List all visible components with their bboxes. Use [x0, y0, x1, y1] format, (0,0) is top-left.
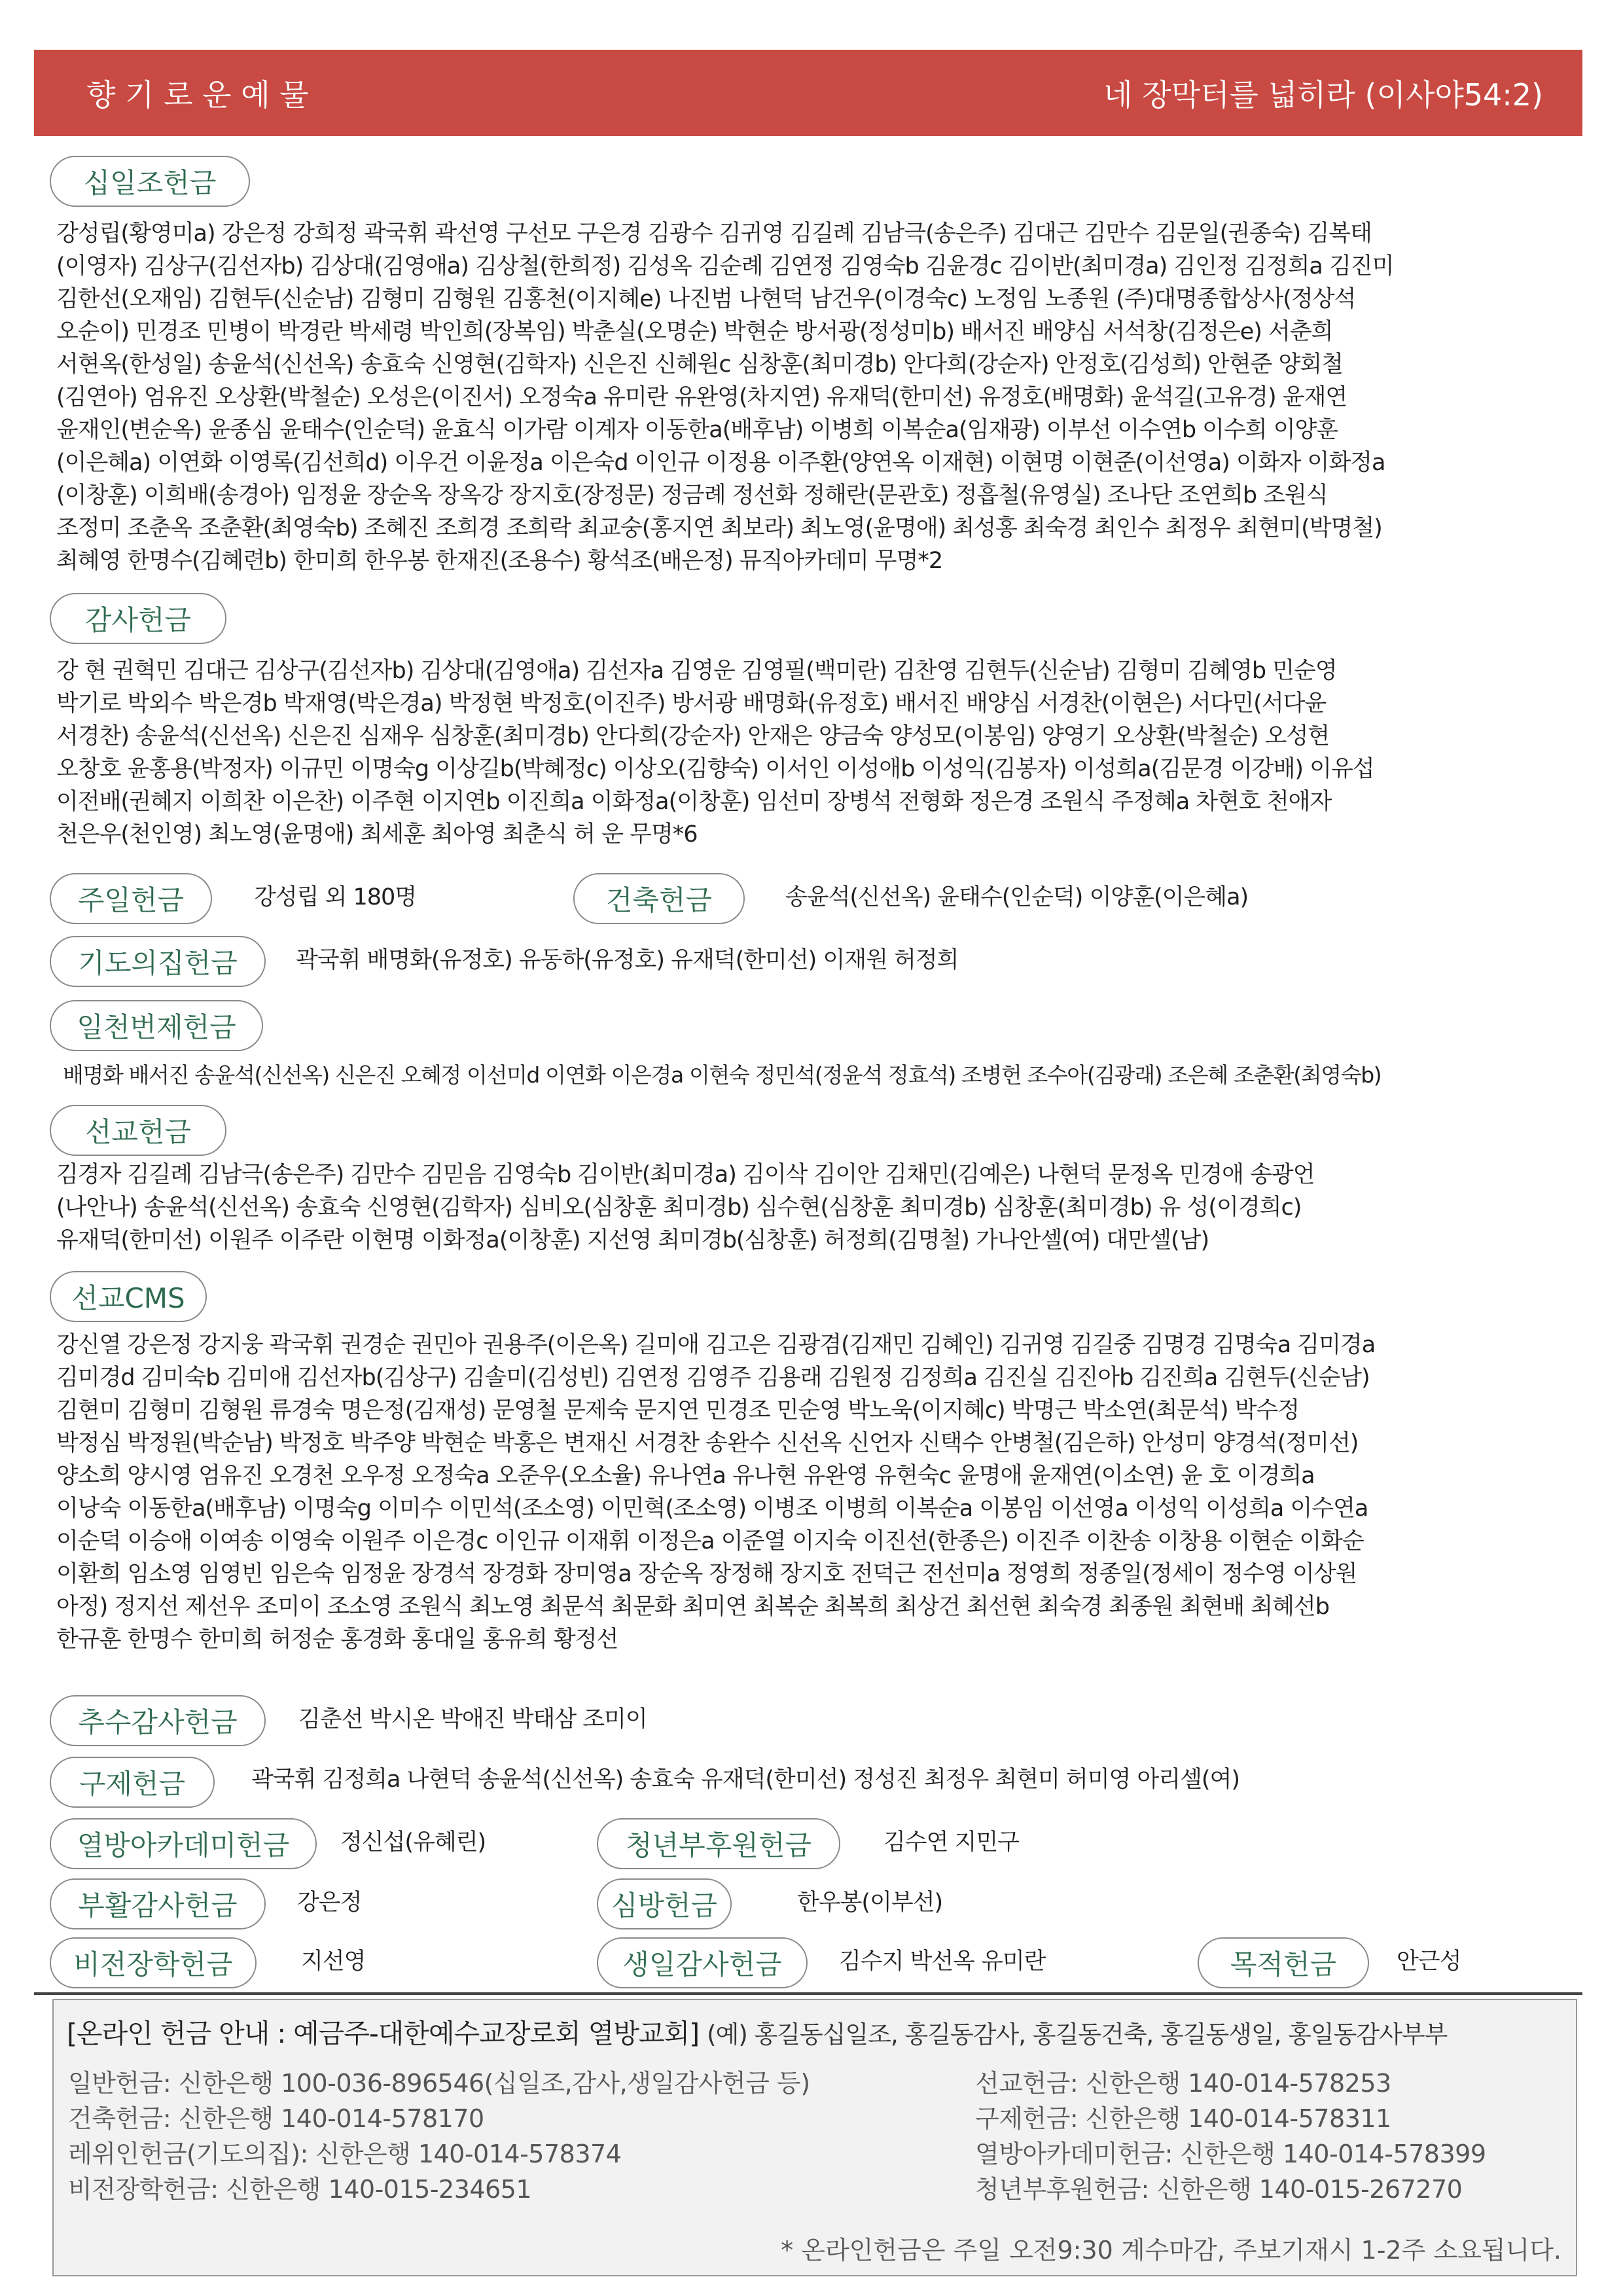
- online-heading: [67, 2012, 1447, 2051]
- building-names: 송윤석(신선옥) 윤태수(인순덕) 이양훈(이은혜a): [785, 884, 1249, 910]
- section-label-tenth: 일천번제헌금: [50, 1000, 263, 1051]
- online-accounts-right: 선교헌금: 신한은행 140-014-578253 구제헌금: 신한은행 140-014-578311 열방아카데미헌금: 신한은행 140-014-578399 청년부후원헌금: 신한은행 140-015-267270: [975, 2069, 1486, 2204]
- birthday-names: 김수지 박선옥 유미란: [839, 1948, 1046, 1975]
- easter-names: 강은정: [297, 1890, 362, 1916]
- divider: [34, 1992, 1582, 1995]
- header-banner: [34, 50, 1582, 136]
- section-label-prayer: 기도의집헌금: [50, 936, 266, 987]
- section-label-vision: 비전장학헌금: [50, 1937, 257, 1988]
- harvest-names: 김춘선 박시온 박애진 박태삼 조미이: [298, 1706, 647, 1732]
- section-label-cms: 선교CMS: [50, 1271, 207, 1322]
- section-label-harvest: 추수감사헌금: [50, 1695, 266, 1746]
- online-title: [온라인 헌금 안내 : 예금주-대한예수교장로회 열방교회]: [67, 2018, 700, 2049]
- page-title: 향 기 로 운 예 물: [86, 77, 309, 113]
- section-label-building: 건축헌금: [573, 873, 745, 924]
- section-label-relief: 구제헌금: [50, 1757, 215, 1808]
- mission-names: 김경자 김길례 김남극(송은주) 김만수 김믿음 김영숙b 김이반(최미경a) 김이삭 김이안 김채민(김예은) 나현덕 문정옥 민경애 송광언 (나안나) 송윤석(신선옥) 송효숙 신영현(김학자) 심비오(심창훈 최미경b) 심수현(심창훈 최미경b) 심창훈(최미경b) 유 성(이경희c) 유재덕(한미선) 이원주 이주란 이현명 이화정a(이창훈) 지선영 최미경b(심창훈) 허정희(김명철) 가나안셀(여) 대만셀(남): [56, 1162, 1315, 1253]
- section-label-tithe: 십일조헌금: [50, 156, 250, 207]
- thanks-names: 강 현 권혁민 김대근 김상구(김선자b) 김상대(김영애a) 김선자a 김영운 김영필(백미란) 김찬영 김현두(신순남) 김형미 김혜영b 민순영 박기로 박외수 박은경b 박재영(박은경a) 박정현 박정호(이진주) 방서광 배명화(유정호) 배서진 배양심 서경찬(이현은) 서다민(서다윤 서경찬) 송윤석(신선옥) 신은진 심재우 심창훈(최미경b) 안다희(강순자) 안재은 양금숙 양성모(이봉임) 양영기 오상환(박철순) 오성현 오창호 윤홍용(박정자) 이규민 이명숙g 이상길b(박혜정c) 이상오(김향숙) 이서인 이성애b 이성익(김봉자) 이성희a(김문경 이강배) 이유섭 이전배(권혜지 이희찬 이은찬) 이주현 이지연b 이진희a 이화정a(이창훈) 임선미 장병석 전형화 정은경 조원식 주정혜a 차현호 천애자 천은우(천인영) 최노영(윤명애) 최세훈 최아영 최춘식 허 운 무명*6: [56, 658, 1374, 848]
- purpose-names: 안근성: [1397, 1948, 1461, 1975]
- section-label-thanks: 감사헌금: [50, 593, 226, 644]
- cms-names: 강신열 강은정 강지웅 곽국휘 권경순 권민아 권용주(이은옥) 길미애 김고은 김광겸(김재민 김혜인) 김귀영 김길중 김명경 김명숙a 김미경a 김미경d 김미숙b 김미애 김선자b(김상구) 김솔미(김성빈) 김연정 김영주 김용래 김원정 김정희a 김진실 김진아b 김진희a 김현두(신순남) 김현미 김형미 김형원 류경숙 명은정(김재성) 문영철 문제숙 문지연 민경조 민순영 박노욱(이지혜c) 박명근 박소연(최문석) 박수정 박정심 박정원(박순남) 박정호 박주양 박현순 박홍은 변재신 서경찬 송완수 신선옥 신언자 신택수 안병철(김은하) 안성미 양경석(정미선) 양소희 양시영 엄유진 오경천 오우정 오정숙a 오준우(오소율) 유나연a 유나현 유완영 유현숙c 윤명애 윤재연(이소연) 윤 호 이경희a 이낭숙 이동한a(배후남) 이명숙g 이미수 이민석(조소영) 이민혁(조소영) 이병조 이병희 이복순a 이봉임 이선영a 이성익 이성희a 이수연a 이순덕 이승애 이여송 이영숙 이원주 이은경c 이인규 이재휘 이정은a 이준열 이지숙 이진선(한종은) 이진주 이찬송 이창용 이현순 이화순 이환희 임소영 임영빈 임은숙 임정윤 장경석 장경화 장미영a 장순옥 장정해 장지호 전덕근 전선미a 정영희 정종일(정세이 정수영 이상원 아정) 정지선 제선우 조미이 조소영 조원식 최노영 최문석 최문화 최미연 최복순 최복희 최상건 최선현 최숙경 최종원 최현배 최혜선b 한규훈 한명수 한미희 허정순 홍경화 홍대일 홍유희 황정선: [56, 1332, 1376, 1653]
- section-label-birthday: 생일감사헌금: [597, 1937, 808, 1988]
- online-offering-box: [52, 1999, 1577, 2276]
- visit-names: 한우봉(이부선): [797, 1890, 943, 1916]
- academy-names: 정신섭(유혜린): [340, 1829, 486, 1856]
- section-label-sunday: 주일헌금: [50, 873, 212, 924]
- relief-names: 곽국휘 김정희a 나현덕 송윤석(신선옥) 송효숙 유재덕(한미선) 정성진 최정우 최현미 허미영 아리셀(여): [251, 1767, 1240, 1793]
- vision-names: 지선영: [301, 1948, 366, 1975]
- online-note: * 온라인헌금은 주일 오전9:30 계수마감, 주보기재시 1-2주 소요됩니다.: [781, 2236, 1561, 2265]
- tenth-names: 배명화 배서진 송윤석(신선옥) 신은진 오혜정 이선미d 이연화 이은경a 이현숙 정민석(정윤석 정효석) 조병헌 조수아(김광래) 조은혜 조춘환(최영숙b): [63, 1062, 1382, 1088]
- section-label-visit: 심방헌금: [597, 1878, 732, 1929]
- section-label-youth: 청년부후원헌금: [597, 1818, 840, 1869]
- prayer-names: 곽국휘 배명화(유정호) 유동하(유정호) 유재덕(한미선) 이재원 허정희: [296, 947, 959, 973]
- section-label-purpose: 목적헌금: [1198, 1937, 1369, 1988]
- online-accounts-left: 일반헌금: 신한은행 100-036-896546(십일조,감사,생일감사헌금 등) 건축헌금: 신한은행 140-014-578170 레위인헌금(기도의집): 신한은행 140-014-578374 비전장학헌금: 신한은행 140-015-234651: [68, 2069, 810, 2204]
- sunday-names: 강성립 외 180명: [254, 884, 417, 910]
- section-label-mission: 선교헌금: [50, 1105, 226, 1156]
- online-example: (예) 홍길동십일조, 홍길동감사, 홍길동건축, 홍길동생일, 홍일동감사부부: [707, 2020, 1448, 2049]
- header-verse: 네 장막터를 넓히라 (이사야54:2): [1103, 77, 1543, 113]
- section-label-academy: 열방아카데미헌금: [50, 1818, 317, 1869]
- tithe-names: 강성립(황영미a) 강은정 강희정 곽국휘 곽선영 구선모 구은경 김광수 김귀영 김길례 김남극(송은주) 김대근 김만수 김문일(권종숙) 김복태 (이영자) 김상구(김선자b) 김상대(김영애a) 김상철(한희정) 김성옥 김순례 김연정 김영숙b 김윤경c 김이반(최미경a) 김인정 김정희a 김진미 김한선(오재임) 김현두(신순남) 김형미 김형원 김홍천(이지혜e) 나진범 나현덕 남건우(이경숙c) 노정임 노종원 (주)대명종합상사(정상석 오순이) 민경조 민병이 박경란 박세령 박인희(장복임) 박춘실(오명순) 박현순 방서광(정성미b) 배서진 배양심 서석창(김정은e) 서춘희 서현옥(한성일) 송윤석(신선옥) 송효숙 신영현(김학자) 신은진 신혜원c 심창훈(최미경b) 안다희(강순자) 안정호(김성희) 안현준 양회철 (김연아) 엄유진 오상환(박철순) 오성은(이진서) 오정숙a 유미란 유완영(차지연) 유재덕(한미선) 유정호(배명화) 윤석길(고유경) 윤재연 윤재인(변순옥) 윤종심 윤태수(인순덕) 윤효식 이가람 이계자 이동한a(배후남) 이병희 이복순a(임재광) 이부선 이수연b 이수희 이양훈 (이은혜a) 이연화 이영록(김선희d) 이우건 이윤정a 이은숙d 이인규 이정용 이주환(양연옥 이재현) 이현명 이현준(이선영a) 이화자 이화정a (이창훈) 이희배(송경아) 임정윤 장순옥 장옥강 장지호(장정문) 정금례 정선화 정해란(문관호) 정흡철(유영실) 조나단 조연희b 조원식 조정미 조춘옥 조춘환(최영숙b) 조혜진 조희경 조희락 최교숭(홍지연 최보라) 최노영(윤명애) 최성홍 최숙경 최인수 최정우 최현미(박명철) 최혜영 한명수(김혜련b) 한미희 한우봉 한재진(조용수) 황석조(배은정) 뮤직아카데미 무명*2: [56, 221, 1394, 574]
- section-label-easter: 부활감사헌금: [50, 1878, 266, 1929]
- youth-names: 김수연 지민구: [883, 1829, 1019, 1856]
